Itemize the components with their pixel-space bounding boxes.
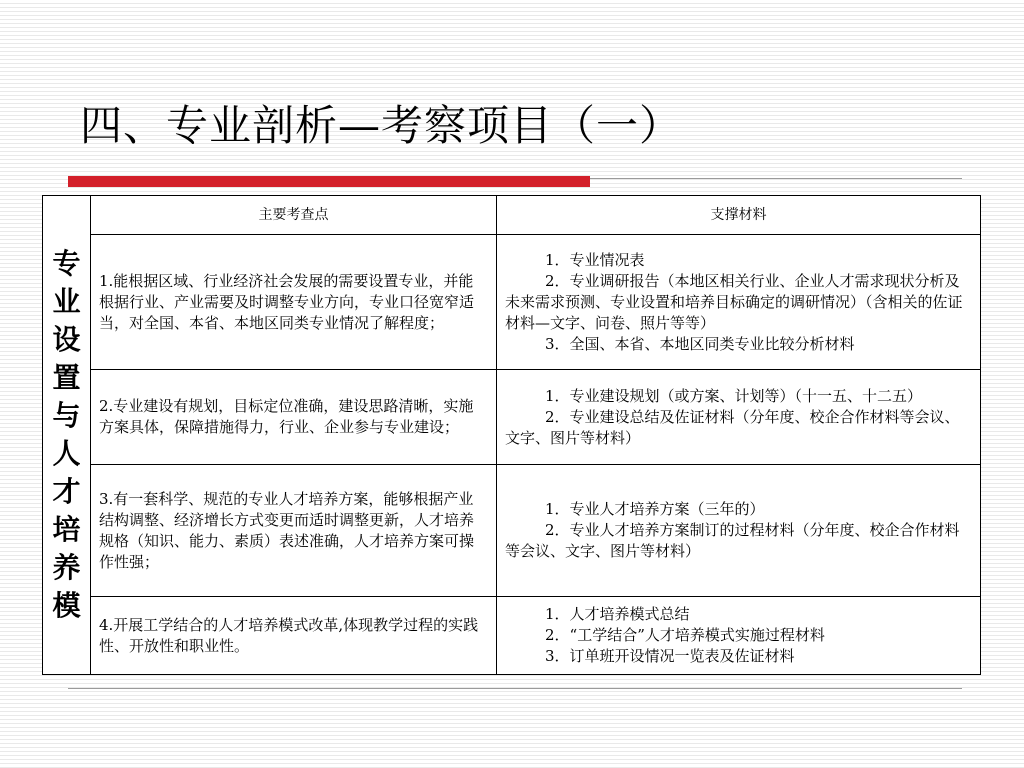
side-label-char: 置 [52, 361, 81, 394]
side-label-char: 专 [52, 247, 81, 280]
material-item: 2．专业人才培养方案制订的过程材料（分年度、校企合作材料等会议、文字、图片等材料） [505, 521, 960, 560]
slide-title: 四、专业剖析—考察项目（一） [80, 101, 683, 150]
check-point-cell: 1.能根据区域、行业经济社会发展的需要设置专业，并能根据行业、产业需要及时调整专业方向，专业口径宽窄适当，对全国、本省、本地区同类专业情况了解程度； [91, 235, 497, 370]
material-item: 3．订单班开设情况一览表及佐证材料 [545, 647, 795, 665]
side-label-char: 模 [52, 589, 81, 622]
header-points: 主要考查点 [91, 196, 497, 235]
materials-cell [497, 370, 981, 465]
material-item: 1．专业建设规划（或方案、计划等）（十一五、十二五） [545, 386, 923, 405]
criteria-table [42, 195, 981, 675]
table-row [43, 597, 981, 675]
material-item: 2．专业建设总结及佐证材料（分年度、校企合作材料等会议、文字、图片等材料） [505, 407, 960, 447]
footer-rule-line [68, 688, 962, 689]
side-label-char: 人 [52, 437, 81, 470]
header-materials: 支撑材料 [497, 196, 981, 235]
table-row [43, 235, 981, 370]
material-item: 1．专业情况表 [545, 250, 645, 269]
title-rule-line [590, 178, 962, 179]
materials-cell [497, 597, 981, 675]
materials-cell [497, 235, 981, 370]
side-label-char: 业 [52, 285, 81, 318]
check-point-cell: 2.专业建设有规划，目标定位准确，建设思路清晰，实施方案具体，保障措施得力，行业、企业参与专业建设； [91, 370, 497, 465]
check-point-cell: 3.有一套科学、规范的专业人才培养方案，能够根据产业结构调整、经济增长方式变更而适时调整更新，人才培养规格（知识、能力、素质）表述准确，人才培养方案可操作性强； [91, 465, 497, 597]
side-label-char: 养 [52, 551, 81, 584]
material-item: 1．人才培养模式总结 [545, 605, 690, 623]
material-item: 1．专业人才培养方案（三年的） [545, 500, 765, 518]
side-label-char: 才 [52, 475, 81, 508]
material-item: 2．专业调研报告（本地区相关行业、企业人才需求现状分析及未来需求预测、专业设置和培养目标确定的调研情况）（含相关的佐证材料—文字、问卷、照片等等） [505, 271, 963, 332]
side-label-char: 设 [52, 323, 81, 356]
table-row [43, 370, 981, 465]
material-item: 2．“工学结合”人才培养模式实施过程材料 [545, 626, 825, 644]
side-label-char: 与 [52, 399, 81, 432]
material-item: 3．全国、本省、本地区同类专业比较分析材料 [545, 334, 855, 353]
side-label [43, 196, 91, 675]
check-point-cell: 4.开展工学结合的人才培养模式改革,体现教学过程的实践性、开放性和职业性。 [91, 597, 497, 675]
side-label-char: 培 [52, 513, 81, 546]
table-row [43, 465, 981, 597]
header-row [43, 196, 981, 235]
materials-cell [497, 465, 981, 597]
title-accent-bar [68, 176, 590, 187]
